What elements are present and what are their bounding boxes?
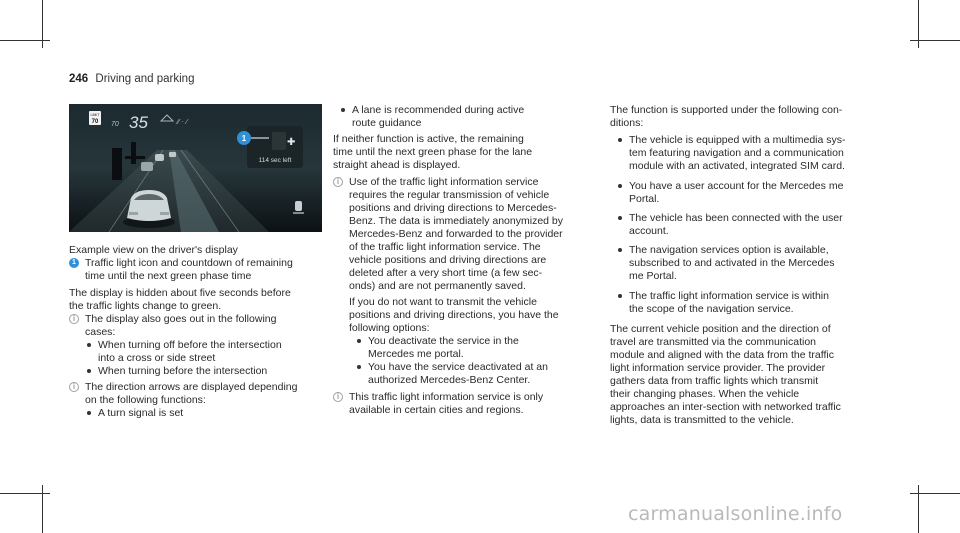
note-text: deleted after a very short time (a few sec-: [349, 267, 543, 279]
watermark[interactable]: carmanualsonline.info: [628, 503, 843, 525]
bullet-icon: [618, 184, 622, 188]
paragraph: approaches an inter-section with networked traffic: [610, 401, 841, 413]
info-icon: i: [69, 314, 79, 324]
bullet-icon: [618, 248, 622, 252]
bullet-icon: [87, 411, 91, 415]
speed-limit-sign: [89, 111, 101, 125]
paragraph: time until the next green phase for the lane: [333, 146, 533, 158]
list-item: module with an activated, integrated SIM card.: [629, 160, 845, 172]
note-text: The direction arrows are displayed depending: [85, 381, 298, 393]
paragraph: travel are transmitted via the communication: [610, 336, 817, 348]
section-title: Driving and parking: [95, 73, 195, 85]
page-number: 246: [69, 73, 89, 85]
bullet-icon: [357, 365, 361, 369]
page-header: [69, 73, 194, 85]
bullet-icon: [87, 369, 91, 373]
note-text: vehicle positions and driving directions are: [349, 254, 547, 266]
paragraph: light information service provider. The provider: [610, 362, 826, 374]
list-item: The vehicle has been connected with the user: [629, 212, 843, 224]
list-item: subscribed to and activated in the Mercedes: [629, 257, 835, 269]
list-item: me Portal.: [629, 270, 677, 282]
list-item: the scope of the navigation service.: [629, 303, 794, 315]
note-text: Benz. The data is immediately anonymized by: [349, 215, 563, 227]
info-icon: i: [333, 177, 343, 187]
note-text: on the following functions:: [85, 394, 206, 406]
bullet-icon: [618, 294, 622, 298]
paragraph: lights, data is transmitted to the vehicle.: [610, 414, 794, 426]
legend-text: time until the next green phase time: [85, 270, 252, 282]
paragraph: the traffic lights change to green.: [69, 300, 222, 312]
svg-text:1: 1: [241, 134, 247, 143]
crop-mark: [918, 485, 919, 533]
svg-text:70: 70: [91, 119, 99, 125]
list-item: account.: [629, 225, 669, 237]
speed-readout: 35: [129, 113, 148, 132]
bullet-icon: [87, 343, 91, 347]
countdown-text: 114 sec left: [258, 157, 292, 164]
list-item: When turning off before the intersection: [98, 339, 282, 351]
note-text: onds) and are not permanently saved.: [349, 280, 526, 292]
paragraph: straight ahead is displayed.: [333, 159, 461, 171]
crop-mark: [918, 0, 919, 48]
traffic-light-arrow-icon: ✚: [287, 137, 296, 148]
paragraph: module and aligned with the data from the traffic: [610, 349, 834, 361]
paragraph: The current vehicle position and the direction of: [610, 323, 831, 335]
note-text: Mercedes-Benz and forwarded to the provider: [349, 228, 563, 240]
note-text: of the traffic light information service. The: [349, 241, 541, 253]
crop-mark: [42, 485, 43, 533]
list-item: The vehicle is equipped with a multimedia sys-: [629, 134, 846, 146]
paragraph: positions and driving directions, you have the: [349, 309, 559, 321]
bullet-icon: [357, 339, 361, 343]
bullet-icon: [618, 138, 622, 142]
traffic-light-countdown-panel: [247, 126, 303, 168]
list-item: tem featuring navigation and a communication: [629, 147, 844, 159]
crop-mark: [42, 0, 43, 48]
bullet-icon: [341, 108, 345, 112]
list-item: A turn signal is set: [98, 407, 184, 419]
list-item: Portal.: [629, 193, 660, 205]
note-text: The display also goes out in the following: [85, 313, 277, 325]
paragraph: The function is supported under the following con-: [610, 104, 843, 116]
list-item: A lane is recommended during active: [352, 104, 525, 116]
traffic-light-icon: [112, 148, 122, 180]
note-text: Use of the traffic light information service: [349, 176, 539, 188]
paragraph: ditions:: [610, 117, 644, 129]
paragraph: The display is hidden about five seconds before: [69, 287, 291, 299]
list-item: You have the service deactivated at an: [368, 361, 548, 373]
paragraph: following options:: [349, 322, 430, 334]
list-item: authorized Mercedes-Benz Center.: [368, 374, 531, 386]
figure-caption: Example view on the driver's display: [69, 244, 238, 256]
paragraph: If neither function is active, the remaining: [333, 133, 524, 145]
note-text: available in certain cities and regions.: [349, 404, 524, 416]
callout-number-badge: 1: [69, 258, 79, 268]
note-text: requires the regular transmission of vehicle: [349, 189, 550, 201]
driver-display-illustration: [69, 104, 322, 232]
list-item: When turning before the intersection: [98, 365, 268, 377]
note-text: cases:: [85, 326, 116, 338]
list-item: You have a user account for the Mercedes me: [629, 180, 844, 192]
bullet-icon: [618, 216, 622, 220]
list-item: You deactivate the service in the: [368, 335, 519, 347]
note-text: positions and driving directions to Mercedes-: [349, 202, 557, 214]
note-text: This traffic light information service is only: [349, 391, 544, 403]
svg-text:⁄⁄ · ⁄: ⁄⁄ · ⁄: [177, 118, 188, 126]
info-icon: i: [69, 382, 79, 392]
driver-display-figure: [69, 104, 322, 232]
list-item: The navigation services option is available,: [629, 244, 829, 256]
info-icon: i: [333, 392, 343, 402]
vehicle-ahead-icon: [141, 162, 153, 171]
paragraph: If you do not want to transmit the vehicle: [349, 296, 537, 308]
list-item: Mercedes me portal.: [368, 348, 464, 360]
paragraph: their changing phases. When the vehicle: [610, 388, 800, 400]
legend-text: Traffic light icon and countdown of remaining: [85, 257, 293, 269]
list-item: into a cross or side street: [98, 352, 216, 364]
svg-text:LIMIT: LIMIT: [90, 113, 100, 117]
assist-speed: 70: [111, 121, 119, 128]
list-item: route guidance: [352, 117, 422, 129]
paragraph: gathers data from traffic lights which transmit: [610, 375, 819, 387]
list-item: The traffic light information service is within: [629, 290, 829, 302]
